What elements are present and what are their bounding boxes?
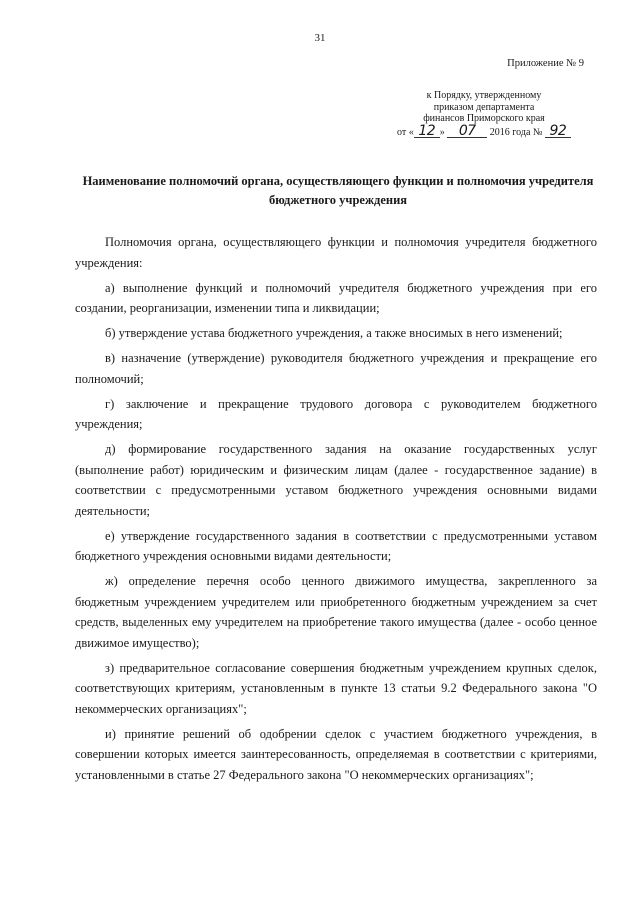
paragraph-zh: ж) определение перечня особо ценного движимого имущества, закрепленного за бюджетным учреждением учредителем или приобретенного бюджетным учреждением за счет средств, выделенных ему учредителем на приобретение такого имущества (далее - особо ценное движимое имущество); [75, 574, 597, 650]
date-mid: » [439, 126, 445, 138]
order-reference [384, 90, 584, 138]
paragraph-i: и) принятие решений об одобрении сделок с участием бюджетного учреждения, в совершении которых имеется заинтересованность, определяемая в соответствии с критериями, установленными в статье 27 Федерального закона "О некоммерческих организациях"; [75, 726, 597, 782]
handwritten-month: 07 [447, 125, 487, 138]
paragraph-e: е) утверждение государственного задания в соответствии с предусмотренными уставом бюджетного учреждения основными видами деятельности; [75, 528, 597, 563]
paragraph-intro: Полномочия органа, осуществляющего функции и полномочия учредителя бюджетного учреждения: [75, 235, 597, 270]
paragraph-d: д) формирование государственного задания на оказание государственных услуг (выполнение работ) юридическим и физическим лицам (далее - государственное задание) в соответствии с предусмотренными уставом бюджетного учреждения основными видами деятельности; [75, 442, 597, 518]
page-number: 31 [314, 32, 326, 44]
document-body [75, 232, 597, 785]
date-prefix: от « [397, 126, 414, 138]
paragraph-g: г) заключение и прекращение трудового договора с руководителем бюджетного учреждения; [75, 396, 597, 431]
paragraph-v: в) назначение (утверждение) руководителя бюджетного учреждения и прекращение его полномочий; [75, 351, 597, 386]
order-ref-line-2: приказом департамента [433, 101, 535, 113]
handwritten-day: 12 [414, 125, 440, 138]
paragraph-z: з) предварительное согласование совершения бюджетным учреждением крупных сделок, соответствующих критериям, установленным в пункте 13 статьи 9.2 Федерального закона "О некоммерческих организациях"; [75, 660, 597, 716]
order-ref-line-3: финансов Приморского края [423, 113, 545, 124]
order-ref-line-1: к Порядку, утвержденному [426, 90, 542, 101]
paragraph-a: а) выполнение функций и полномочий учредителя бюджетного учреждения при его создании, реорганизации, изменении типа и ликвидации; [75, 280, 597, 315]
date-year: 2016 года № [489, 126, 543, 138]
order-date-line [384, 122, 584, 139]
handwritten-order-number: 92 [545, 125, 571, 138]
appendix-label: Приложение № 9 [507, 58, 584, 69]
paragraph-b: б) утверждение устава бюджетного учреждения, а также вносимых в него изменений; [105, 326, 563, 340]
document-title: Наименование полномочий органа, осуществляющего функции и полномочия учредителя бюджетного учреждения [82, 174, 594, 207]
